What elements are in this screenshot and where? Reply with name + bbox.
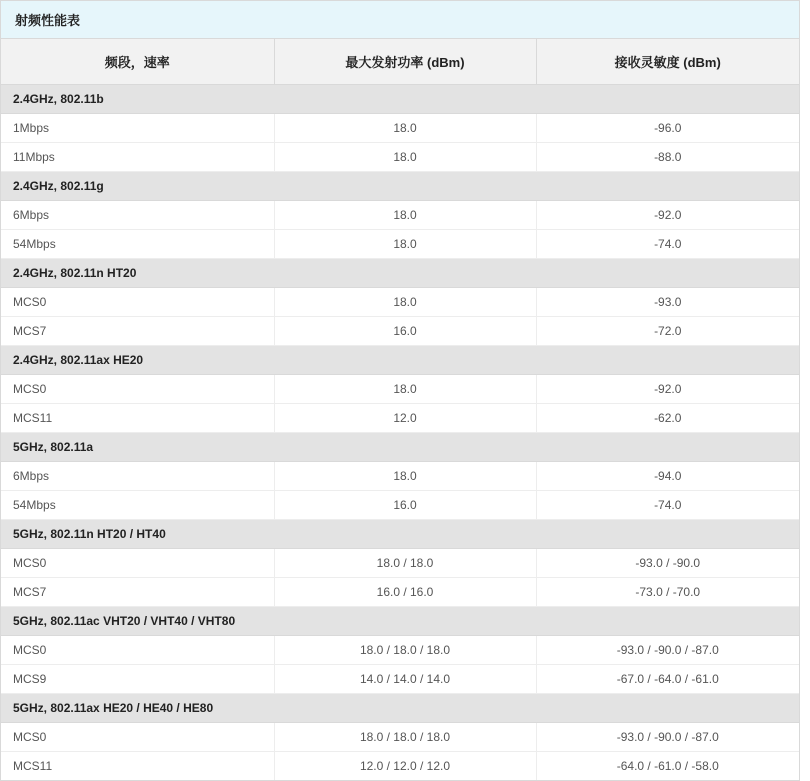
cell-rate-label: MCS11 <box>1 404 274 433</box>
cell-rx-sensitivity: -93.0 / -90.0 / -87.0 <box>536 636 799 665</box>
table-header-row <box>1 39 799 85</box>
table-row <box>1 317 799 346</box>
table-row <box>1 201 799 230</box>
table-group-row <box>1 85 799 114</box>
cell-rx-sensitivity: -93.0 / -90.0 <box>536 549 799 578</box>
table-row <box>1 723 799 752</box>
table-row <box>1 549 799 578</box>
table-header <box>1 39 799 85</box>
cell-rate-label: MCS0 <box>1 549 274 578</box>
table-group-row <box>1 607 799 636</box>
cell-rx-sensitivity: -64.0 / -61.0 / -58.0 <box>616 759 719 773</box>
cell-rx-sensitivity: -93.0 <box>536 288 799 317</box>
cell-max-tx-power: 16.0 <box>274 317 536 346</box>
cell-max-tx-power: 18.0 / 18.0 / 18.0 <box>274 636 536 665</box>
cell-rate-label: 11Mbps <box>1 143 274 172</box>
table-row <box>1 578 799 607</box>
cell-rate-label: 54Mbps <box>1 491 274 520</box>
table-group-row <box>1 346 799 375</box>
table-group-row <box>1 433 799 462</box>
table-row <box>1 230 799 259</box>
group-label: 2.4GHz, 802.11g <box>1 172 799 201</box>
cell-max-tx-power: 18.0 / 18.0 <box>274 549 536 578</box>
table-group-row <box>1 694 799 723</box>
group-label: 2.4GHz, 802.11ax HE20 <box>1 346 799 375</box>
group-label: 5GHz, 802.11ax HE20 / HE40 / HE80 <box>1 694 799 723</box>
cell-rx-sensitivity: -96.0 <box>536 114 799 143</box>
cell-rx-sensitivity: -74.0 <box>536 491 799 520</box>
rf-performance-table <box>1 39 799 780</box>
cell-rx-sensitivity: -92.0 <box>536 201 799 230</box>
table-row <box>1 752 799 781</box>
cell-rx-sensitivity: -94.0 <box>536 462 799 491</box>
cell-rx-sensitivity: -72.0 <box>536 317 799 346</box>
cell-rate-label: 1Mbps <box>1 114 274 143</box>
table-row <box>1 491 799 520</box>
group-label: 2.4GHz, 802.11n HT20 <box>1 259 799 288</box>
cell-max-tx-power: 18.0 <box>274 375 536 404</box>
cell-max-tx-power: 18.0 <box>274 201 536 230</box>
cell-max-tx-power: 12.0 / 12.0 / 12.0 <box>274 752 536 781</box>
table-row <box>1 114 799 143</box>
cell-rx-sensitivity: -62.0 <box>536 404 799 433</box>
cell-rate-label: 6Mbps <box>1 201 274 230</box>
cell-rate-label: 6Mbps <box>1 462 274 491</box>
group-label: 5GHz, 802.11n HT20 / HT40 <box>1 520 799 549</box>
table-group-row <box>1 520 799 549</box>
cell-rx-sensitivity: -67.0 / -64.0 / -61.0 <box>536 665 799 694</box>
table-row <box>1 288 799 317</box>
cell-max-tx-power: 18.0 <box>274 230 536 259</box>
cell-max-tx-power: 18.0 / 18.0 / 18.0 <box>274 723 536 752</box>
cell-rx-sensitivity: -92.0 <box>536 375 799 404</box>
cell-max-tx-power: 14.0 / 14.0 / 14.0 <box>274 665 536 694</box>
cell-rate-label: MCS0 <box>1 636 274 665</box>
table-group-row <box>1 172 799 201</box>
cell-rate-label: 54Mbps <box>1 230 274 259</box>
table-row <box>1 375 799 404</box>
cell-rate-label: MCS0 <box>1 288 274 317</box>
group-label: 5GHz, 802.11a <box>1 433 799 462</box>
cell-max-tx-power: 12.0 <box>274 404 536 433</box>
cell-rx-sensitivity: -88.0 <box>536 143 799 172</box>
cell-rx-sensitivity: -73.0 / -70.0 <box>536 578 799 607</box>
cell-max-tx-power: 18.0 <box>274 143 536 172</box>
column-header-band-rate: 频段，速率 <box>1 39 274 85</box>
cell-max-tx-power: 18.0 <box>274 114 536 143</box>
cell-rate-label: MCS11 <box>1 752 274 781</box>
group-label: 5GHz, 802.11ac VHT20 / VHT40 / VHT80 <box>1 607 799 636</box>
cell-rate-label: MCS0 <box>1 723 274 752</box>
table-row <box>1 404 799 433</box>
group-label: 2.4GHz, 802.11b <box>1 85 799 114</box>
table-row <box>1 462 799 491</box>
table-title: 射频性能表 <box>1 0 799 39</box>
column-header-max-tx-power: 最大发射功率 (dBm) <box>274 39 536 85</box>
cell-max-tx-power: 18.0 <box>274 288 536 317</box>
cell-rx-sensitivity: -74.0 <box>536 230 799 259</box>
cell-rate-label: MCS0 <box>1 375 274 404</box>
cell-rate-label: MCS7 <box>1 578 274 607</box>
table-row <box>1 636 799 665</box>
cell-max-tx-power: 16.0 <box>274 491 536 520</box>
table-group-row <box>1 259 799 288</box>
cell-max-tx-power: 16.0 / 16.0 <box>274 578 536 607</box>
cell-max-tx-power: 18.0 <box>274 462 536 491</box>
cell-rate-label: MCS7 <box>1 317 274 346</box>
table-row <box>1 143 799 172</box>
table-row <box>1 665 799 694</box>
cell-rx-sensitivity: -93.0 / -90.0 / -87.0 <box>536 723 799 752</box>
table-body <box>1 85 799 781</box>
cell-rate-label: MCS9 <box>1 665 274 694</box>
column-header-rx-sensitivity: 接收灵敏度 (dBm) <box>536 39 799 85</box>
